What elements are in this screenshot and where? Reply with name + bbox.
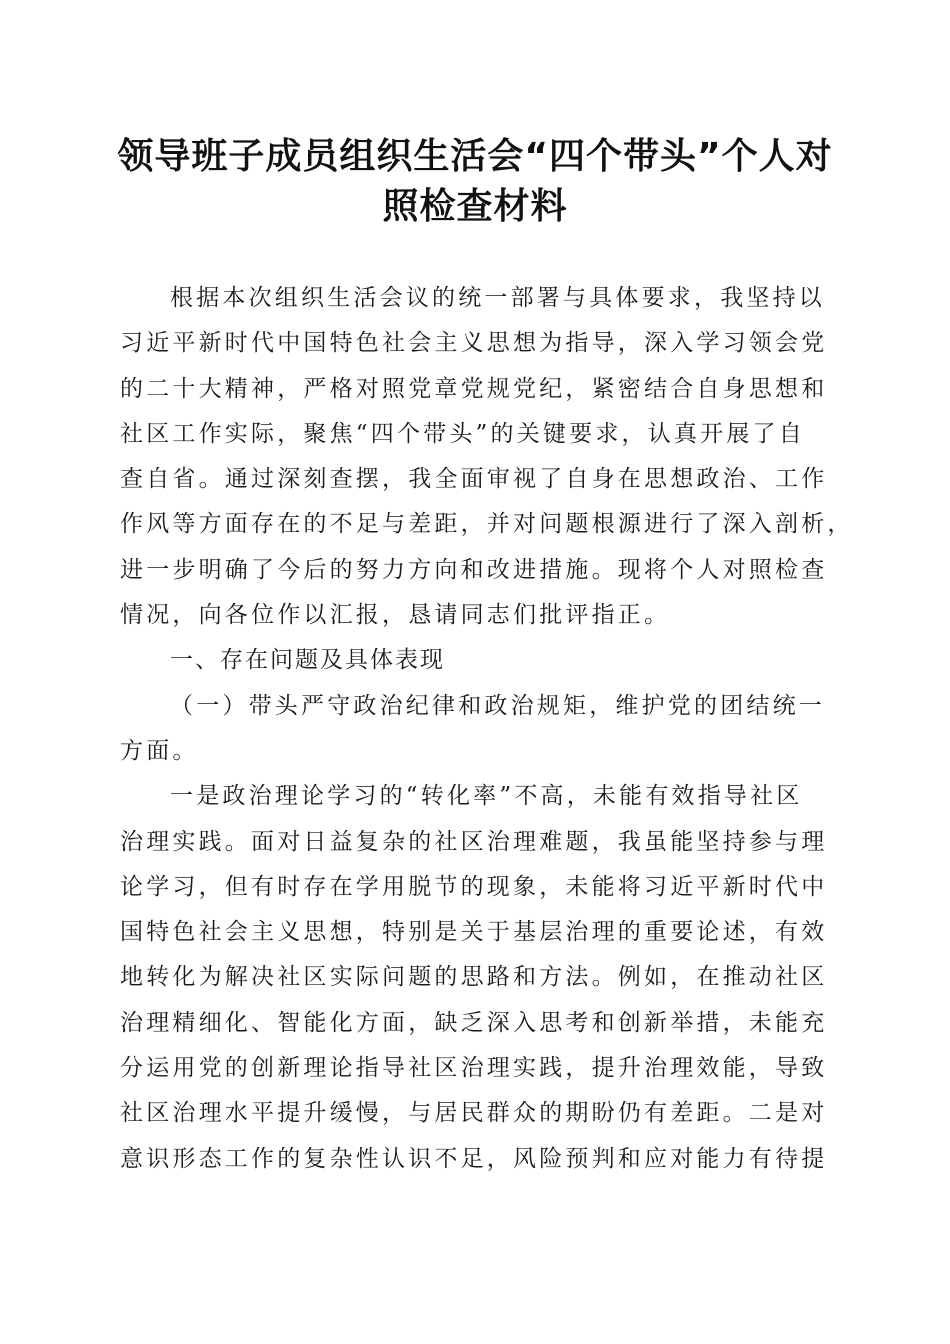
section-heading: 一、存在问题及具体表现 [170,647,445,674]
paragraph-line: 社区治理水平提升缓慢，与居民群众的期盼仍有差距。二是对 [120,1100,828,1127]
paragraph-line: 习近平新时代中国特色社会主义思想为指导，深入学习领会党 [120,330,828,357]
paragraph-line: 分运用党的创新理论指导社区治理实践，提升治理效能，导致 [120,1055,828,1082]
paragraph-line: 治理实践。面对日益复杂的社区治理难题，我虽能坚持参与理 [120,828,828,855]
document-body [120,276,854,1182]
paragraph-line: 查自省。通过深刻查摆，我全面审视了自身在思想政治、工作 [120,466,828,493]
paragraph-line: 作风等方面存在的不足与差距，并对问题根源进行了深入剖析， [120,511,854,538]
title-line-1: 领导班子成员组织生活会“四个带头”个人对 [117,136,833,177]
paragraph-line: 论学习，但有时存在学用脱节的现象，未能将习近平新时代中 [120,873,828,900]
paragraph-line: 根据本次组织生活会议的统一部署与具体要求，我坚持以 [170,285,825,311]
paragraph-line: 治理精细化、智能化方面，缺乏深入思考和创新举措，未能充 [120,1009,828,1036]
paragraph-line: 国特色社会主义思想，特别是关于基层治理的重要论述，有效 [120,919,828,946]
paragraph-line: 情况，向各位作以汇报，恳请同志们批评指正。 [120,602,671,629]
document-title [110,132,840,232]
subsection-heading-line: （一）带头严守政治纪律和政治规矩，维护党的团结统一 [170,692,825,719]
paragraph-line: 意识形态工作的复杂性认识不足，风险预判和应对能力有待提 [120,1145,828,1172]
subsection-heading-line: 方面。 [120,737,199,764]
paragraph-line: 的二十大精神，严格对照党章党规党纪，紧密结合自身思想和 [120,375,828,402]
paragraph-line: 一是政治理论学习的“转化率”不高，未能有效指导社区 [170,783,803,810]
paragraph-line: 进一步明确了今后的努力方向和改进措施。现将个人对照检查 [120,556,828,583]
paragraph-line: 地转化为解决社区实际问题的思路和方法。例如，在推动社区 [120,964,828,991]
title-line-2: 照检查材料 [382,186,568,227]
paragraph-line: 社区工作实际，聚焦“四个带头”的关键要求，认真开展了自 [120,420,805,447]
